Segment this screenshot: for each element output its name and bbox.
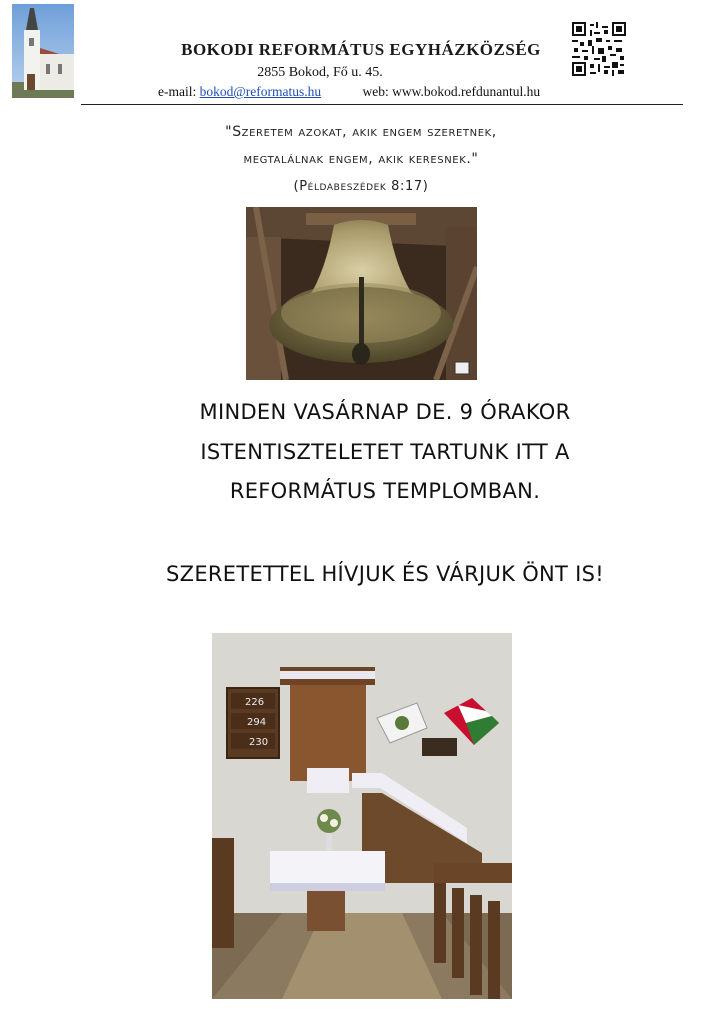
- email-label: e-mail:: [158, 84, 197, 99]
- quote-line-2: megtalálnak engem, akik keresnek.": [243, 151, 479, 167]
- hymn-number-3: 230: [249, 737, 269, 748]
- invitation-line: SZERETETTEL HÍVJUK ÉS VÁRJUK ÖNT IS!: [166, 562, 604, 586]
- service-line-2: ISTENTISZTELETET TARTUNK ITT A: [200, 440, 570, 464]
- quote-line-1: "Szeretem azokat, akik engem szeretnek,: [225, 124, 497, 140]
- header-divider: [81, 104, 683, 105]
- church-interior-photo: [212, 633, 512, 999]
- web-label: web:: [362, 84, 389, 99]
- hymn-number-1: 226: [245, 697, 265, 708]
- bell-photo: [246, 207, 477, 380]
- contact-line: [158, 84, 540, 100]
- service-line-3: REFORMÁTUS TEMPLOMBAN.: [229, 479, 541, 503]
- hymn-number-2: 294: [247, 717, 267, 728]
- service-line-1: MINDEN VASÁRNAP DE. 9 ÓRAKOR: [199, 400, 571, 424]
- address: 2855 Bokod, Fő u. 45.: [257, 65, 383, 80]
- organization-name: BOKODI REFORMÁTUS EGYHÁZKÖZSÉG: [181, 40, 541, 59]
- email-link[interactable]: bokod@reformatus.hu: [199, 84, 322, 99]
- quote-reference: (Példabeszédek 8:17): [293, 179, 429, 194]
- web-address: www.bokod.refdunantul.hu: [392, 84, 541, 99]
